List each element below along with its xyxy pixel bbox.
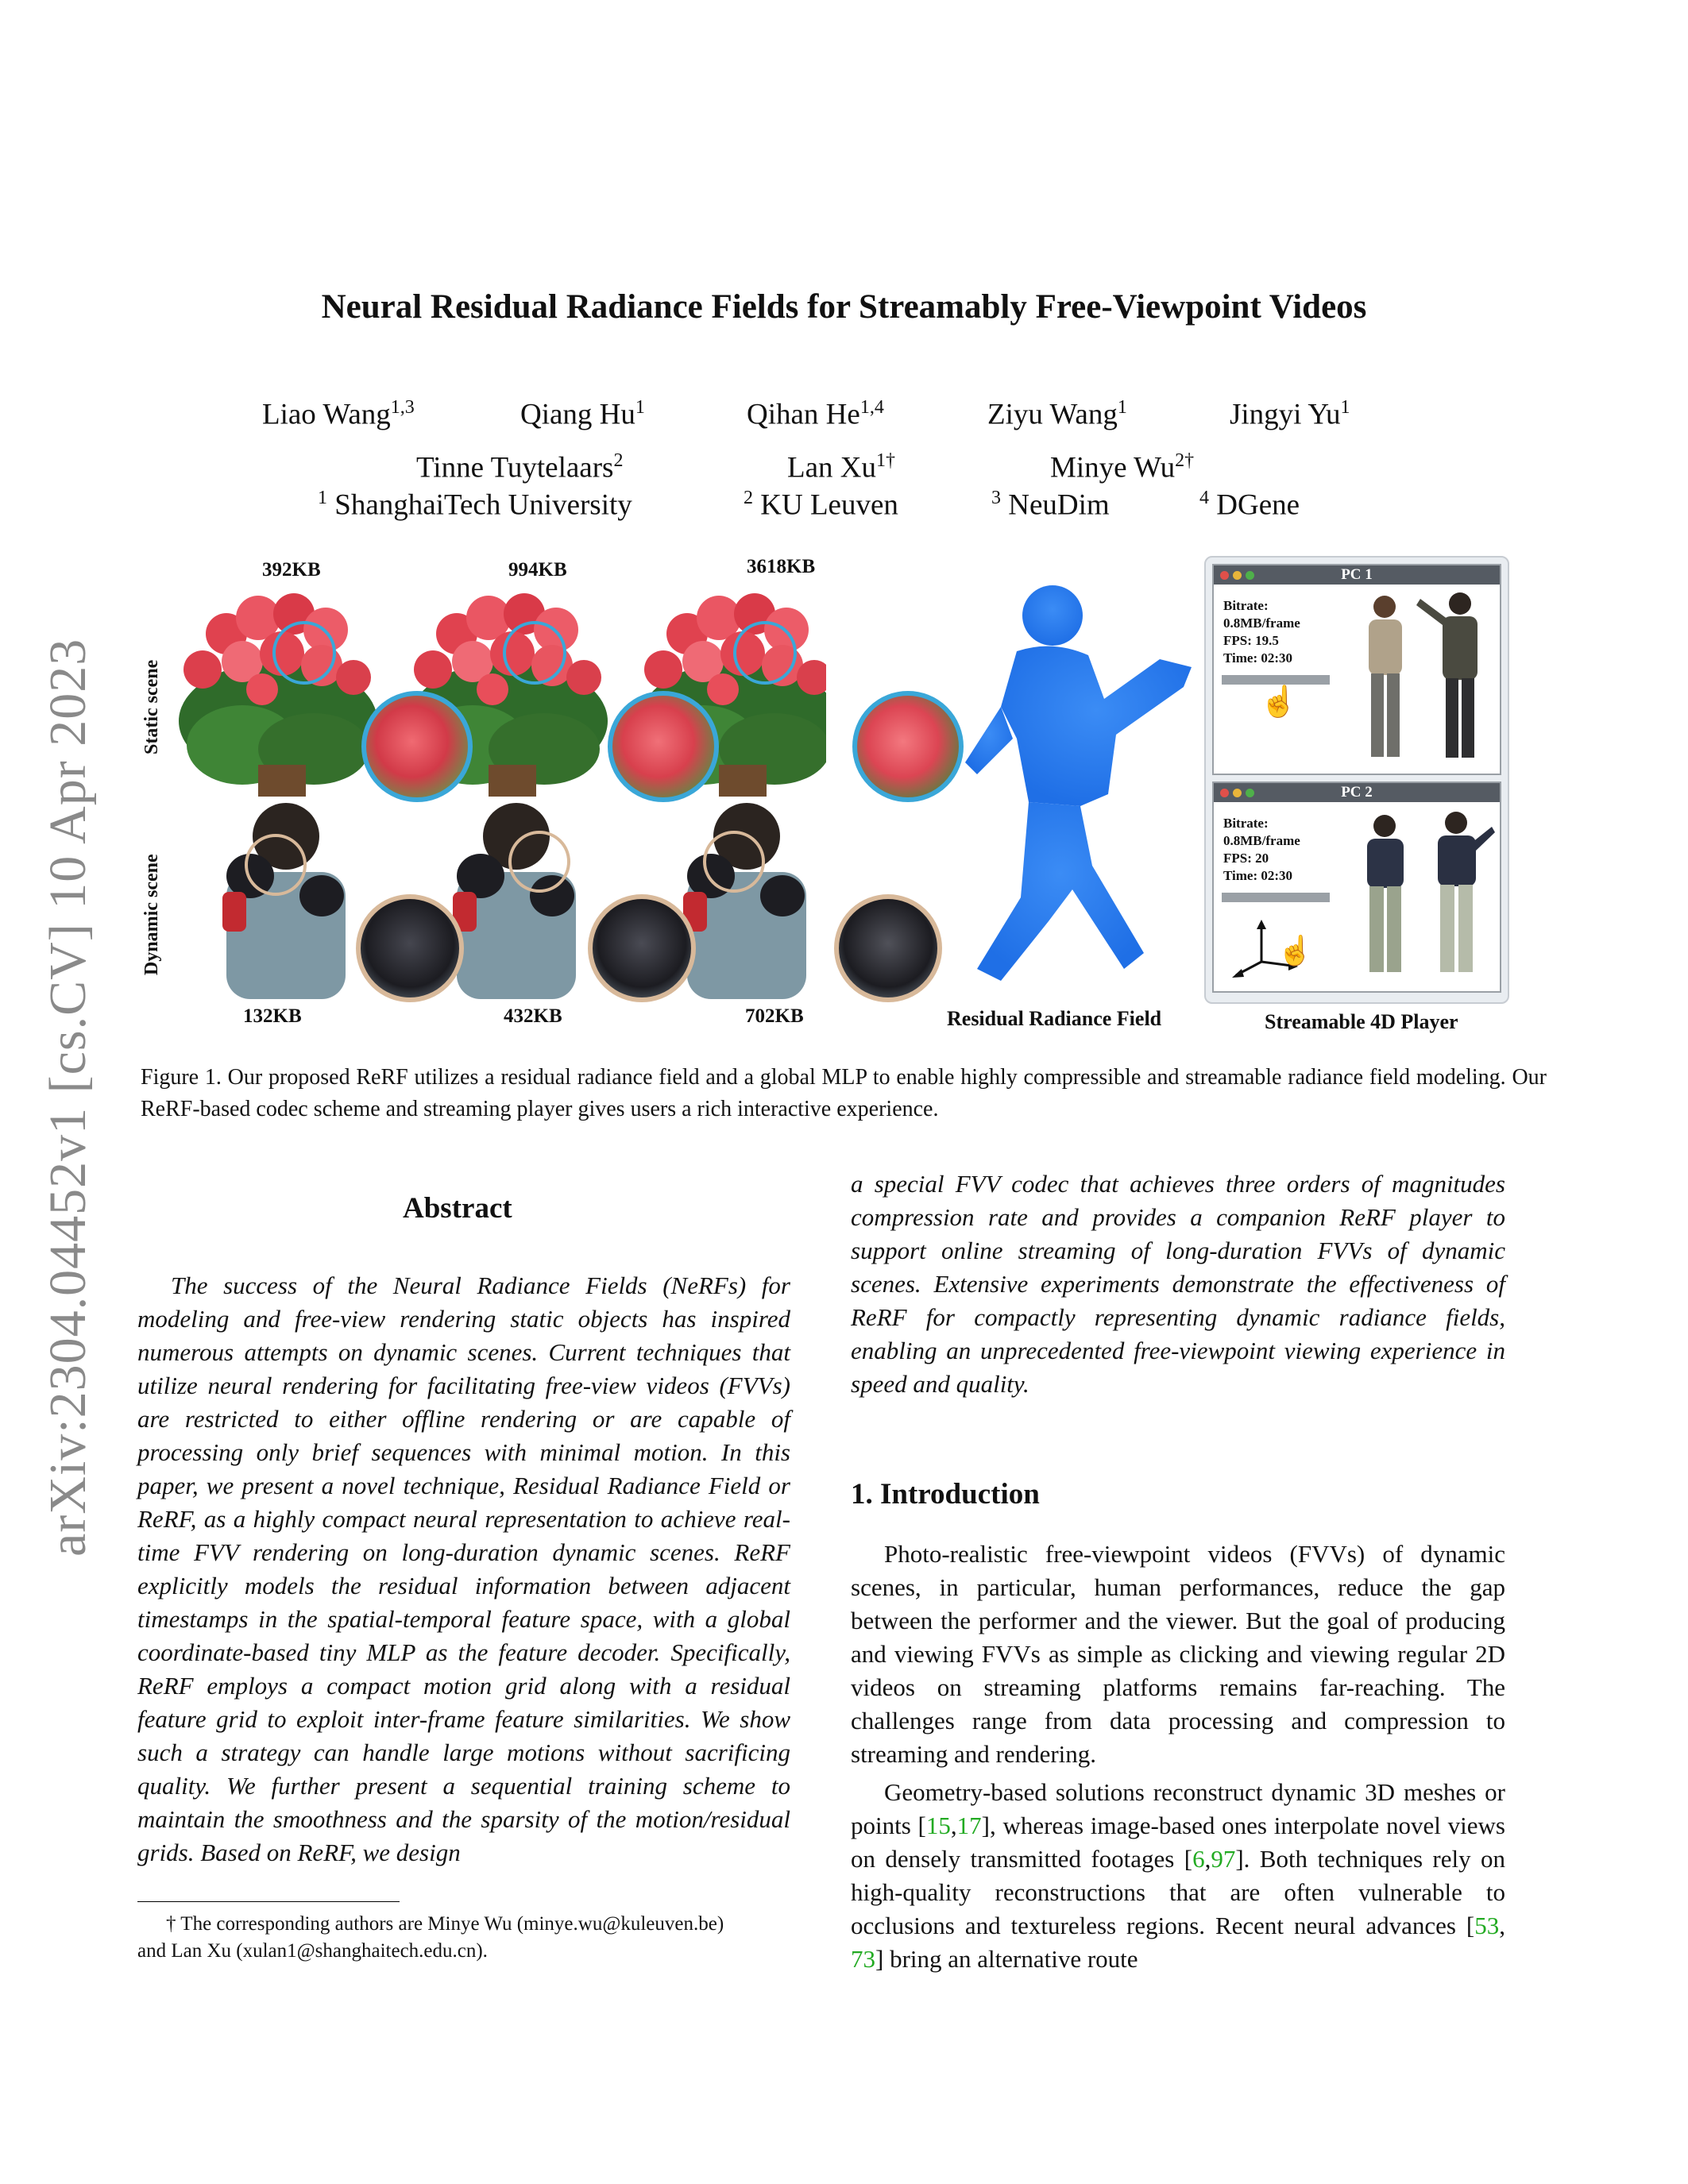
- static-scene-label: Static scene: [141, 659, 162, 754]
- static-size-label: 3618KB: [747, 556, 816, 577]
- zoom-inset-static-1: [361, 691, 473, 802]
- author-ziyu-wang: Ziyu Wang$^1$: [987, 397, 1127, 431]
- static-size-label: 994KB: [508, 559, 567, 581]
- pc1-fps: FPS: 19.5: [1223, 633, 1279, 648]
- pc1-stats: [1223, 597, 1300, 667]
- author-qihan-he: Qihan He$^{1,4}$: [747, 397, 884, 431]
- pc1-progress-bar[interactable]: [1222, 675, 1330, 685]
- pc1-titlebar: [1214, 565, 1500, 585]
- affiliation-shanghaitech: $^1$ ShanghaiTech University: [318, 488, 632, 522]
- abstract-heading: Abstract: [403, 1192, 512, 1225]
- dynamic-size-label: 132KB: [243, 1005, 302, 1027]
- pc1-title: PC 1: [1341, 566, 1373, 583]
- paper-title: Neural Residual Radiance Fields for Streamably Free-Viewpoint Videos: [321, 288, 1367, 326]
- streamable-player-label: Streamable 4D Player: [1265, 1010, 1458, 1033]
- pc1-window: [1212, 564, 1501, 775]
- static-size-label: 392KB: [262, 559, 321, 581]
- citation-link[interactable]: 73: [851, 1945, 875, 1973]
- zoom-circle-dynamic-2: [508, 831, 570, 893]
- hand-cursor-icon: ☝: [1277, 935, 1313, 967]
- citation-link[interactable]: 53: [1474, 1912, 1500, 1939]
- author-minye-wu: Minye $Wu^{2\dagger}$: [1050, 450, 1195, 484]
- pc2-bitrate-label: Bitrate:: [1223, 816, 1269, 831]
- zoom-inset-dynamic-2: [588, 894, 696, 1002]
- pc2-performers-image: [1341, 807, 1496, 988]
- intro-paragraph-2: Geometry-based solutions reconstruct dynamic 3D meshes or points [15,17], whereas image-based ones interpolate novel views on densely transmitted footages [6,97]. Both techniques rely on high-quality reconstructions that are often vulnerable to occlusions and textureless regions. Recent neural advances [53, 73] bring an alternative route: [851, 1778, 1505, 1973]
- footnote-line-1: † The corresponding authors are Minye Wu (minye.wu@kuleuven.be): [166, 1913, 724, 1935]
- zoom-circle-dynamic-3: [703, 831, 765, 893]
- pc2-titlebar: [1214, 783, 1500, 802]
- affiliation-ku-leuven: $^2$ KU Leuven: [744, 488, 898, 522]
- zoom-circle-static-2: [503, 621, 566, 685]
- hand-cursor-icon: ☝: [1260, 685, 1298, 719]
- abstract-text: The success of the Neural Radiance Fields (NeRFs) for modeling and free-view rendering static objects has inspired numerous attempts on dynamic scenes. Current techniques that utilize neural rendering for facilitating free-view videos (FVVs) are restricted to either offline rendering or are capable of processing only brief sequences with minimal motion. In this paper, we present a novel technique, Residual Radiance Field or ReRF, as a highly compact neural representation to achieve real-time FVV rendering on long-duration dynamic scenes. ReRF explicitly models the residual information between adjacent timestamps in the spatial-temporal feature space, with a global coordinate-based tiny MLP as the feature decoder. Specifically, ReRF employs a compact motion grid along with a residual feature grid to exploit inter-frame feature similarities. We show such a strategy can handle large motions without sacrificing quality. We further present a sequential training scheme to maintain the smoothness and the sparsity of the motion/residual grids. Based on ReRF, we design: [137, 1271, 790, 1866]
- streamable-player-panel: [1204, 556, 1509, 1004]
- arxiv-identifier: arXiv:2304.04452v1 [cs.CV] 10 Apr 2023: [39, 638, 97, 1557]
- pc1-bitrate-label: Bitrate:: [1223, 598, 1269, 613]
- dynamic-size-label: 432KB: [504, 1005, 562, 1027]
- author-tinne-tuytelaars: Tinne Tuytelaars$^2$: [416, 450, 624, 484]
- pc2-progress-bar[interactable]: [1222, 893, 1330, 902]
- static-scene-images: [167, 586, 826, 801]
- author-lan-xu: Lan $Xu^{1\dagger}$: [787, 450, 895, 484]
- abstract-continued: a special FVV codec that achieves three orders of magnitudes compression rate and provides a companion ReRF player to support online streaming of long-duration FVVs of dynamic scenes. Extensive experiments demonstrate the effectiveness of ReRF for compactly representing dynamic radiance fields, enabling an unprecedented free-viewpoint viewing experience in speed and quality.: [851, 1170, 1505, 1398]
- pc2-fps: FPS: 20: [1223, 851, 1269, 866]
- pc1-time: Time: 02:30: [1223, 650, 1293, 666]
- pc2-window: [1212, 781, 1501, 993]
- pc2-time: Time: 02:30: [1223, 868, 1293, 883]
- affiliation-neudim: $^3$ NeuDim: [991, 488, 1110, 522]
- citation-link[interactable]: 97: [1211, 1845, 1236, 1873]
- figure-caption: Figure 1. Our proposed ReRF utilizes a residual radiance field and a global MLP to enable highly compressible and streamable radiance field modeling. Our ReRF-based codec scheme and streaming player gives users a rich interactive experience.: [141, 1065, 1547, 1121]
- pc2-title: PC 2: [1341, 784, 1373, 801]
- figure-1: [0, 0, 1688, 1048]
- pc1-bitrate: 0.8MB/frame: [1223, 615, 1300, 631]
- residual-radiance-field-figure: [953, 580, 1215, 993]
- dynamic-scene-label: Dynamic scene: [141, 854, 162, 975]
- zoom-circle-static-1: [272, 621, 336, 685]
- zoom-inset-dynamic-3: [834, 894, 942, 1002]
- citation-link[interactable]: 6: [1192, 1845, 1205, 1873]
- introduction-heading: 1. Introduction: [851, 1478, 1040, 1511]
- citation-link[interactable]: 15: [925, 1812, 951, 1839]
- author-liao-wang: Liao Wang$^{1,3}$: [262, 397, 415, 431]
- residual-radiance-field-label: Residual Radiance Field: [947, 1007, 1162, 1030]
- zoom-inset-dynamic-1: [356, 894, 464, 1002]
- zoom-circle-dynamic-1: [245, 834, 307, 896]
- intro-paragraph-1: Photo-realistic free-viewpoint videos (FVVs) of dynamic scenes, in particular, human performances, reduce the gap between the performer and the viewer. But the goal of producing and viewing FVVs as simple as clicking and viewing regular 2D videos on streaming platforms remains far-reaching. The challenges range from data processing and compression to streaming and rendering.: [851, 1540, 1505, 1768]
- footnote-rule: [137, 1901, 400, 1902]
- zoom-inset-static-3: [852, 691, 964, 802]
- affiliation-dgene: $^4$ DGene: [1199, 488, 1300, 522]
- footnote: [137, 1911, 805, 1965]
- citation-link[interactable]: 17: [956, 1812, 982, 1839]
- author-qiang-hu: Qiang Hu$^1$: [520, 397, 645, 431]
- dynamic-scene-images: [191, 801, 850, 999]
- introduction-body: [851, 1538, 1505, 1976]
- zoom-inset-static-2: [608, 691, 719, 802]
- pc1-performers-image: [1341, 589, 1496, 770]
- dynamic-size-label: 702KB: [745, 1005, 804, 1027]
- author-jingyi-yu: Jingyi Yu$^1$: [1230, 397, 1350, 431]
- pc2-bitrate: 0.8MB/frame: [1223, 833, 1300, 848]
- pc2-stats: [1223, 815, 1300, 885]
- footnote-line-2: and Lan Xu (xulan1@shanghaitech.edu.cn).: [137, 1940, 488, 1962]
- zoom-circle-static-3: [733, 621, 797, 685]
